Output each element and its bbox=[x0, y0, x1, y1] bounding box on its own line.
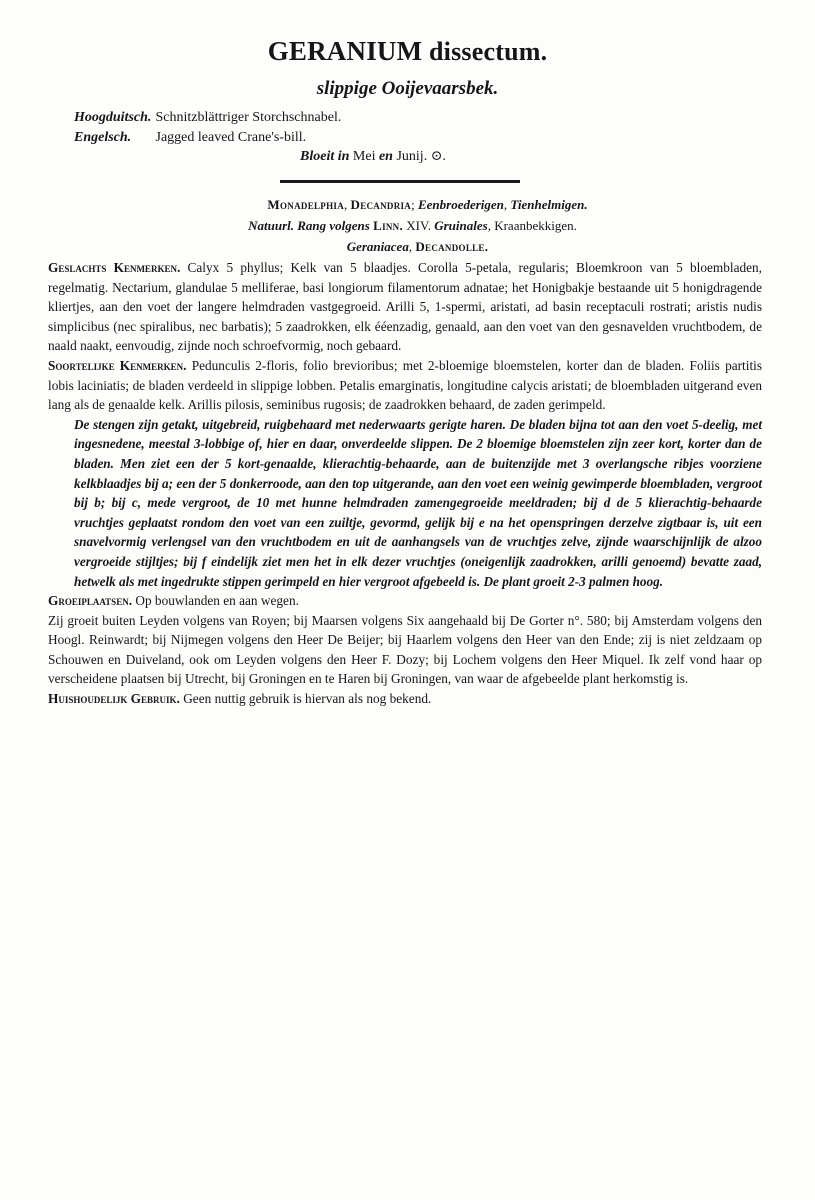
habitats bbox=[48, 591, 762, 611]
classification-linnaean: Monadelphia, Decandria; Eenbroederigen, Tienhelmigen. bbox=[267, 197, 588, 212]
flowering-prefix: Bloeit in bbox=[300, 149, 350, 164]
common-name-text: Jagged leaved Crane's-bill. bbox=[155, 130, 307, 145]
section-text: Op bouwlanden en aan wegen. bbox=[135, 593, 299, 609]
family-decandolle: Geraniacea bbox=[346, 239, 409, 254]
localities: Zij groeit buiten Leyden volgens van Royen; bij Maarsen volgens Six aangehaald bij De Gorter n°. 580; bij Amsterdam volgens den Hoogl. Reinwardt; bij Nijmegen volgens den Heer De Beijer; bij Haarlem volgens den Heer van den Ende; zij is niet zeldzaam op Schouwen en Duiveland, ook om Leyden volgens den Heer F. Dozy; bij Lochem volgens den Heer Miquel. Ik zelf vond haar op verscheidene plaatsen bij Utrecht, bij Groningen en te Haren bij Groningen, van waar de afgebeelde plant herkomstig is. bbox=[48, 612, 762, 687]
household-use bbox=[48, 689, 762, 709]
genus-name: GERANIUM bbox=[267, 36, 423, 66]
section-text: Geen nuttig gebruik is hiervan als nog bekend. bbox=[183, 691, 432, 707]
classification-block bbox=[0, 194, 815, 257]
class-dutch: Eenbroederigen bbox=[417, 197, 504, 212]
common-name-german bbox=[74, 108, 341, 128]
decandolle-ref: Decandolle. bbox=[415, 239, 489, 254]
annual-symbol: ⊙. bbox=[430, 149, 446, 164]
plant-description: De stengen zijn getakt, uitgebreid, ruigbehaard met nederwaarts gerigte haren. De bladen bijna tot aan den voet 5-deelig, met ingesnedene, meestal 3-lobbige of, hier en daar, onverdeelde slippen. De 2 bloemige bloemstelen zijn zeer kort, korter dan de bladen. Men ziet een der 5 kort-genaalde, klierachtig-behaarde, aan de buitenzijde met 3 overlangsche ribjes voorziene kelkblaadjes bij a; een der 5 donkerroode, aan den top uitgerande, aan den voet een weinig gewimperde bloembladen, vergroot bij b; bij c, mede vergroot, de 10 met hunne helmdraden zamengegroeide meeldraden; bij d de 5 klierachtig-behaarde vruchtjes geplaatst rondom den voet van een zuiltje, gevormd, gelijk bij e na het openspringen derzelve zigtbaar is, uit een snavelvormig verlengsel van den vruchtbodem en uit de aanhangsels van de vruchtjes zelve, zijnde waarschijnlijk de alzoo vergroeide stijltjes; bij f eindelijk ziet men het in elk dezer vruchtjes (oneigenlijk zaadrokken, arilli genoemd) bevatte zaad, hetwelk als met ingedrukte stippen gerimpeld en hier vergroot afgebeeld is. De plant groeit 2-3 palmen hoog. bbox=[74, 416, 762, 589]
language-label: Engelsch. bbox=[74, 130, 132, 145]
dutch-name: slippige Ooijevaarsbek. bbox=[316, 78, 499, 99]
body-text bbox=[48, 258, 762, 709]
classification-decandolle: Geraniacea, Decandolle. bbox=[346, 239, 489, 254]
section-heading: Huishoudelijk Gebruik. bbox=[48, 691, 180, 707]
section-heading: Soortelijke Kenmerken. bbox=[48, 357, 187, 373]
section-heading: Geslachts Kenmerken. bbox=[48, 260, 181, 275]
divider-rule bbox=[280, 180, 520, 183]
section-text: Calyx 5 phyllus; Kelk van 5 blaadjes. Corolla 5-petala, regularis; Bloemkroon van 5 bloembladen, regelmatig. Nectarium, glandulae 5 melliferae, basi longiorum filamentorum adnatae; het Honigbakje bestaande uit 5 honigdragende kliertjes, aan den voet der langere helmdraden vastgegroeid. Arilli 5, 1-spermi, aristati, ad basin receptaculi rostrati; aristis nudis simplicibus (nec spiralibus, nec barbatis); 5 zaadrokken, elk ééenzadig, genaald, aan den voet van den gesnavelden vruchtbodem, de naald naakt, eenvoudig, zijnde noch schroefvormig, noch gebaard. bbox=[48, 260, 763, 354]
language-label: Hoogduitsch. bbox=[74, 110, 152, 125]
class-name: Monadelphia bbox=[267, 197, 344, 212]
common-names bbox=[74, 108, 341, 148]
section-text: Pedunculis 2-floris, folio brevioribus; met 2-bloemige bloemstelen, korter dan de bladen. Foliis partitis lobis laciniatis; de bladen verdeeld in slippige lobben. Petalis emarginatis, longitudine calycis aristati; de bloembladen uitgerand even lang als de genaalde kelk. Arillis pilosis, seminibus rugosis; de zaadrokken behaard, de zaden gerimpeld. bbox=[48, 357, 763, 413]
species-characteristics bbox=[48, 356, 762, 415]
family-dutch: Kraanbekkigen. bbox=[494, 218, 577, 233]
genus-characteristics bbox=[48, 258, 762, 356]
order-dutch: Tienhelmigen. bbox=[510, 197, 588, 212]
family-latin: Gruinales bbox=[434, 218, 488, 233]
classification-natural: Natuurl. Rang volgens Linn. XIV. Gruinales, Kraanbekkigen. bbox=[248, 218, 577, 233]
rank-number: XIV. bbox=[406, 218, 431, 233]
flowering-and: en bbox=[378, 149, 393, 164]
common-name-text: Schnitzblättriger Storchschnabel. bbox=[155, 110, 342, 125]
linnaeus-ref: Linn. bbox=[373, 218, 404, 233]
flowering-period bbox=[300, 148, 446, 165]
page-title bbox=[0, 36, 815, 67]
species-name: dissectum. bbox=[429, 37, 548, 66]
natural-rank-label: Natuurl. Rang volgens bbox=[248, 218, 370, 233]
flowering-month-1: Mei bbox=[352, 149, 376, 164]
order-name: Decandria bbox=[350, 197, 412, 212]
flowering-month-2: Junij. bbox=[396, 149, 428, 164]
common-name-english bbox=[74, 128, 341, 148]
section-heading: Groeiplaatsen. bbox=[48, 593, 133, 609]
